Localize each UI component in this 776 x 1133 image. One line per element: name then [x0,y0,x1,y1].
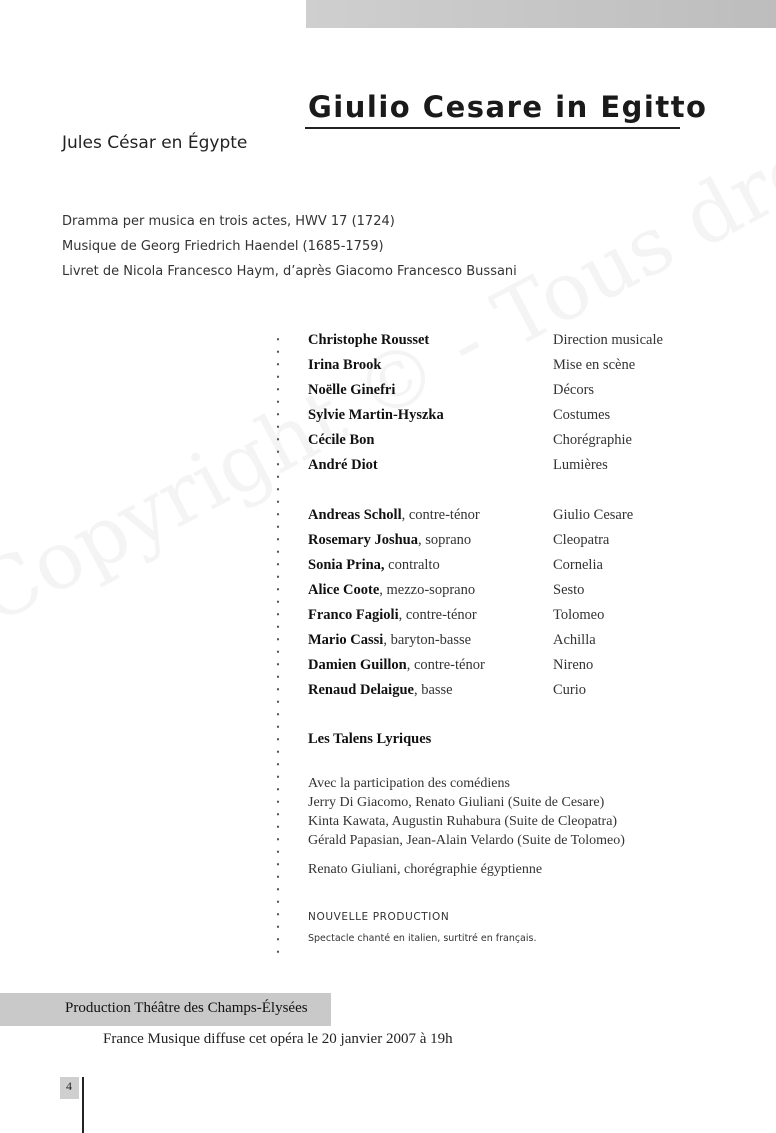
crew-role: Lumières [553,457,608,473]
crew-role: Chorégraphie [553,432,632,448]
cast-name: Sonia Prina, [308,557,385,573]
cast-voice: , basse [413,682,453,698]
header-band [306,0,776,28]
cast-role: Tolomeo [553,607,605,623]
cast-name: Mario Cassi [308,632,384,648]
participation-line: Jerry Di Giacomo, Renato Giuliani (Suite de Cesare) [308,795,605,810]
cast-role: Sesto [553,582,585,598]
cast-name: Renaud Delaigue [308,682,414,698]
cast-role: Achilla [553,632,596,648]
cast-role: Giulio Cesare [553,507,634,523]
cast-voice: , contre-ténor [406,657,485,673]
intro-line: Livret de Nicola Francesco Haym, d’après Giacomo Francesco Bussani [62,264,517,279]
cast-name: Alice Coote [308,582,380,598]
cast-role: Curio [553,682,587,698]
crew-name: Cécile Bon [308,432,375,448]
crew-row [308,355,708,380]
new-production-label: NOUVELLE PRODUCTION [308,911,450,923]
cast-row [308,655,708,680]
participation-line: Kinta Kawata, Augustin Ruhabura (Suite de Cleopatra) [308,814,618,829]
cast-row [308,680,708,705]
page-rule [82,1077,84,1133]
section-gap [308,480,708,505]
actors-participation [308,774,625,850]
crew-name: Christophe Rousset [308,332,430,348]
cast-row [308,605,708,630]
crew-name: Sylvie Martin-Hyszka [308,407,444,423]
cast-voice: , baryton-basse [383,632,472,648]
cast-voice: , mezzo-soprano [379,582,476,598]
dotted-divider [276,333,280,958]
cast-row [308,555,708,580]
cast-name: Rosemary Joshua [308,532,418,548]
crew-role: Costumes [553,407,611,423]
participation-line: Avec la participation des comédiens [308,776,510,791]
crew-row [308,455,708,480]
crew-row [308,430,708,455]
broadcast-note: France Musique diffuse cet opéra le 20 janvier 2007 à 19h [103,1031,453,1047]
intro-line: Dramma per musica en trois actes, HWV 17 (1724) [62,214,395,229]
cast-voice: , soprano [417,532,472,548]
crew-role: Décors [553,382,595,398]
crew-row [308,380,708,405]
crew-row [308,405,708,430]
crew-role: Direction musicale [553,332,663,348]
ensemble-name: Les Talens Lyriques [308,731,432,747]
cast-voice: , contre-ténor [398,607,477,623]
page-number: 4 [66,1079,72,1093]
cast-name: Damien Guillon [308,657,407,673]
cast-row [308,580,708,605]
crew-name: Noëlle Ginefri [308,382,396,398]
choreography-note: Renato Giuliani, chorégraphie égyptienne [308,862,543,877]
cast-name: Andreas Scholl [308,507,402,523]
cast-role: Cleopatra [553,532,610,548]
cast-role: Cornelia [553,557,603,573]
crew-row [308,330,708,355]
crew-name: André Diot [308,457,378,473]
crew-role: Mise en scène [553,357,636,373]
cast-voice: contralto [384,557,440,573]
production-credit: Production Théâtre des Champs-Élysées [65,1000,308,1016]
surtitle-note: Spectacle chanté en italien, surtitré en français. [308,933,537,944]
cast-role: Nireno [553,657,594,673]
crew-name: Irina Brook [308,357,382,373]
cast-row [308,630,708,655]
work-description [62,209,517,284]
page-subtitle: Jules César en Égypte [62,133,248,153]
page-title: Giulio Cesare in Egitto [308,90,708,124]
intro-line: Musique de Georg Friedrich Haendel (1685-1759) [62,239,384,254]
title-underline [305,127,680,129]
credits-list [308,330,708,705]
cast-voice: , contre-ténor [401,507,480,523]
participation-line: Gérald Papasian, Jean-Alain Velardo (Suite de Tolomeo) [308,833,625,848]
cast-row [308,530,708,555]
cast-row [308,505,708,530]
cast-name: Franco Fagioli [308,607,399,623]
